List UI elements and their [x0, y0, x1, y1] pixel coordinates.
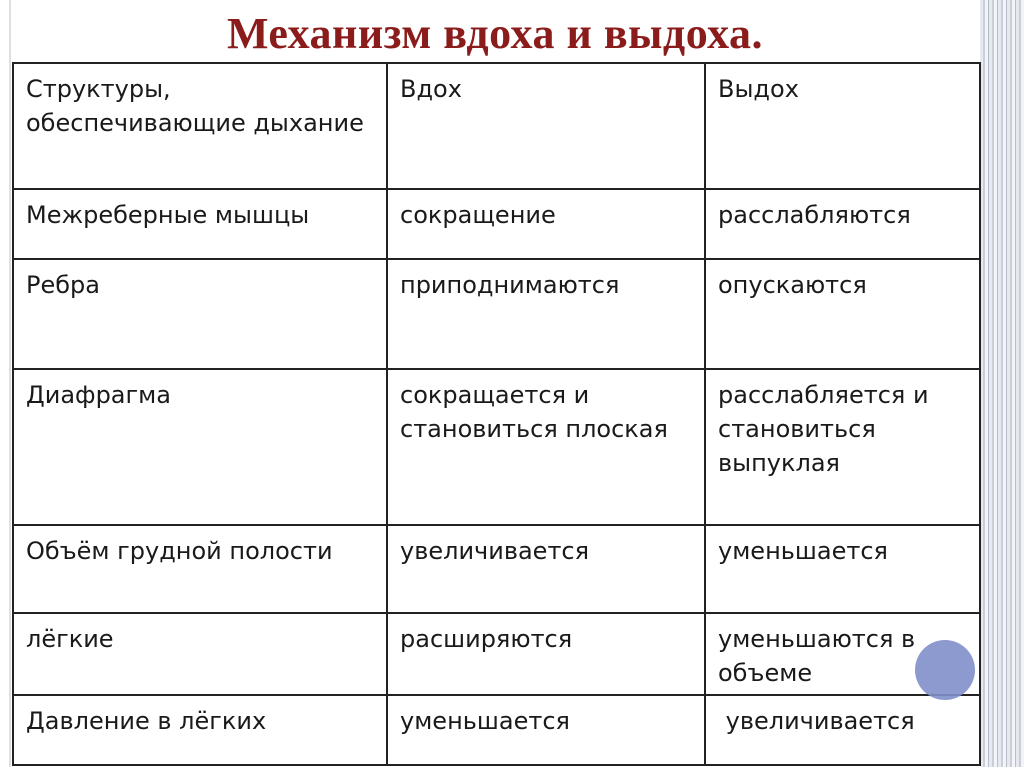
cell-structure: Диафрагма [13, 369, 387, 525]
cell-structure: лёгкие [13, 613, 387, 695]
table-header-row [13, 63, 980, 189]
cell-exhale: уменьшается [705, 525, 980, 613]
cell-structure: Объём грудной полости [13, 525, 387, 613]
header-structures: Структуры, обеспечивающие дыхание [13, 63, 387, 189]
breathing-mechanism-table [12, 62, 981, 766]
table-row [13, 189, 980, 259]
cell-exhale: расслабляются [705, 189, 980, 259]
decorative-circle [915, 640, 975, 700]
left-border-line [9, 0, 11, 767]
header-exhale: Выдох [705, 63, 980, 189]
cell-exhale: уменьшаются в объеме [705, 613, 980, 695]
cell-structure: Ребра [13, 259, 387, 369]
cell-inhale: приподнимаются [387, 259, 705, 369]
cell-structure: Межреберные мышцы [13, 189, 387, 259]
table-row [13, 259, 980, 369]
decorative-side-stripes [980, 0, 1024, 767]
cell-inhale: сокращается и становиться плоская [387, 369, 705, 525]
cell-structure: Давление в лёгких [13, 695, 387, 765]
slide-title: Механизм вдоха и выдоха. [226, 9, 764, 58]
table-row [13, 525, 980, 613]
cell-inhale: увеличивается [387, 525, 705, 613]
header-inhale: Вдох [387, 63, 705, 189]
cell-exhale: увеличивается [705, 695, 980, 765]
cell-inhale: сокращение [387, 189, 705, 259]
cell-inhale: расширяются [387, 613, 705, 695]
table-row [13, 369, 980, 525]
table-row [13, 695, 980, 765]
cell-exhale: опускаются [705, 259, 980, 369]
cell-inhale: уменьшается [387, 695, 705, 765]
table-row [13, 613, 980, 695]
cell-exhale: расслабляется и становиться выпуклая [705, 369, 980, 525]
